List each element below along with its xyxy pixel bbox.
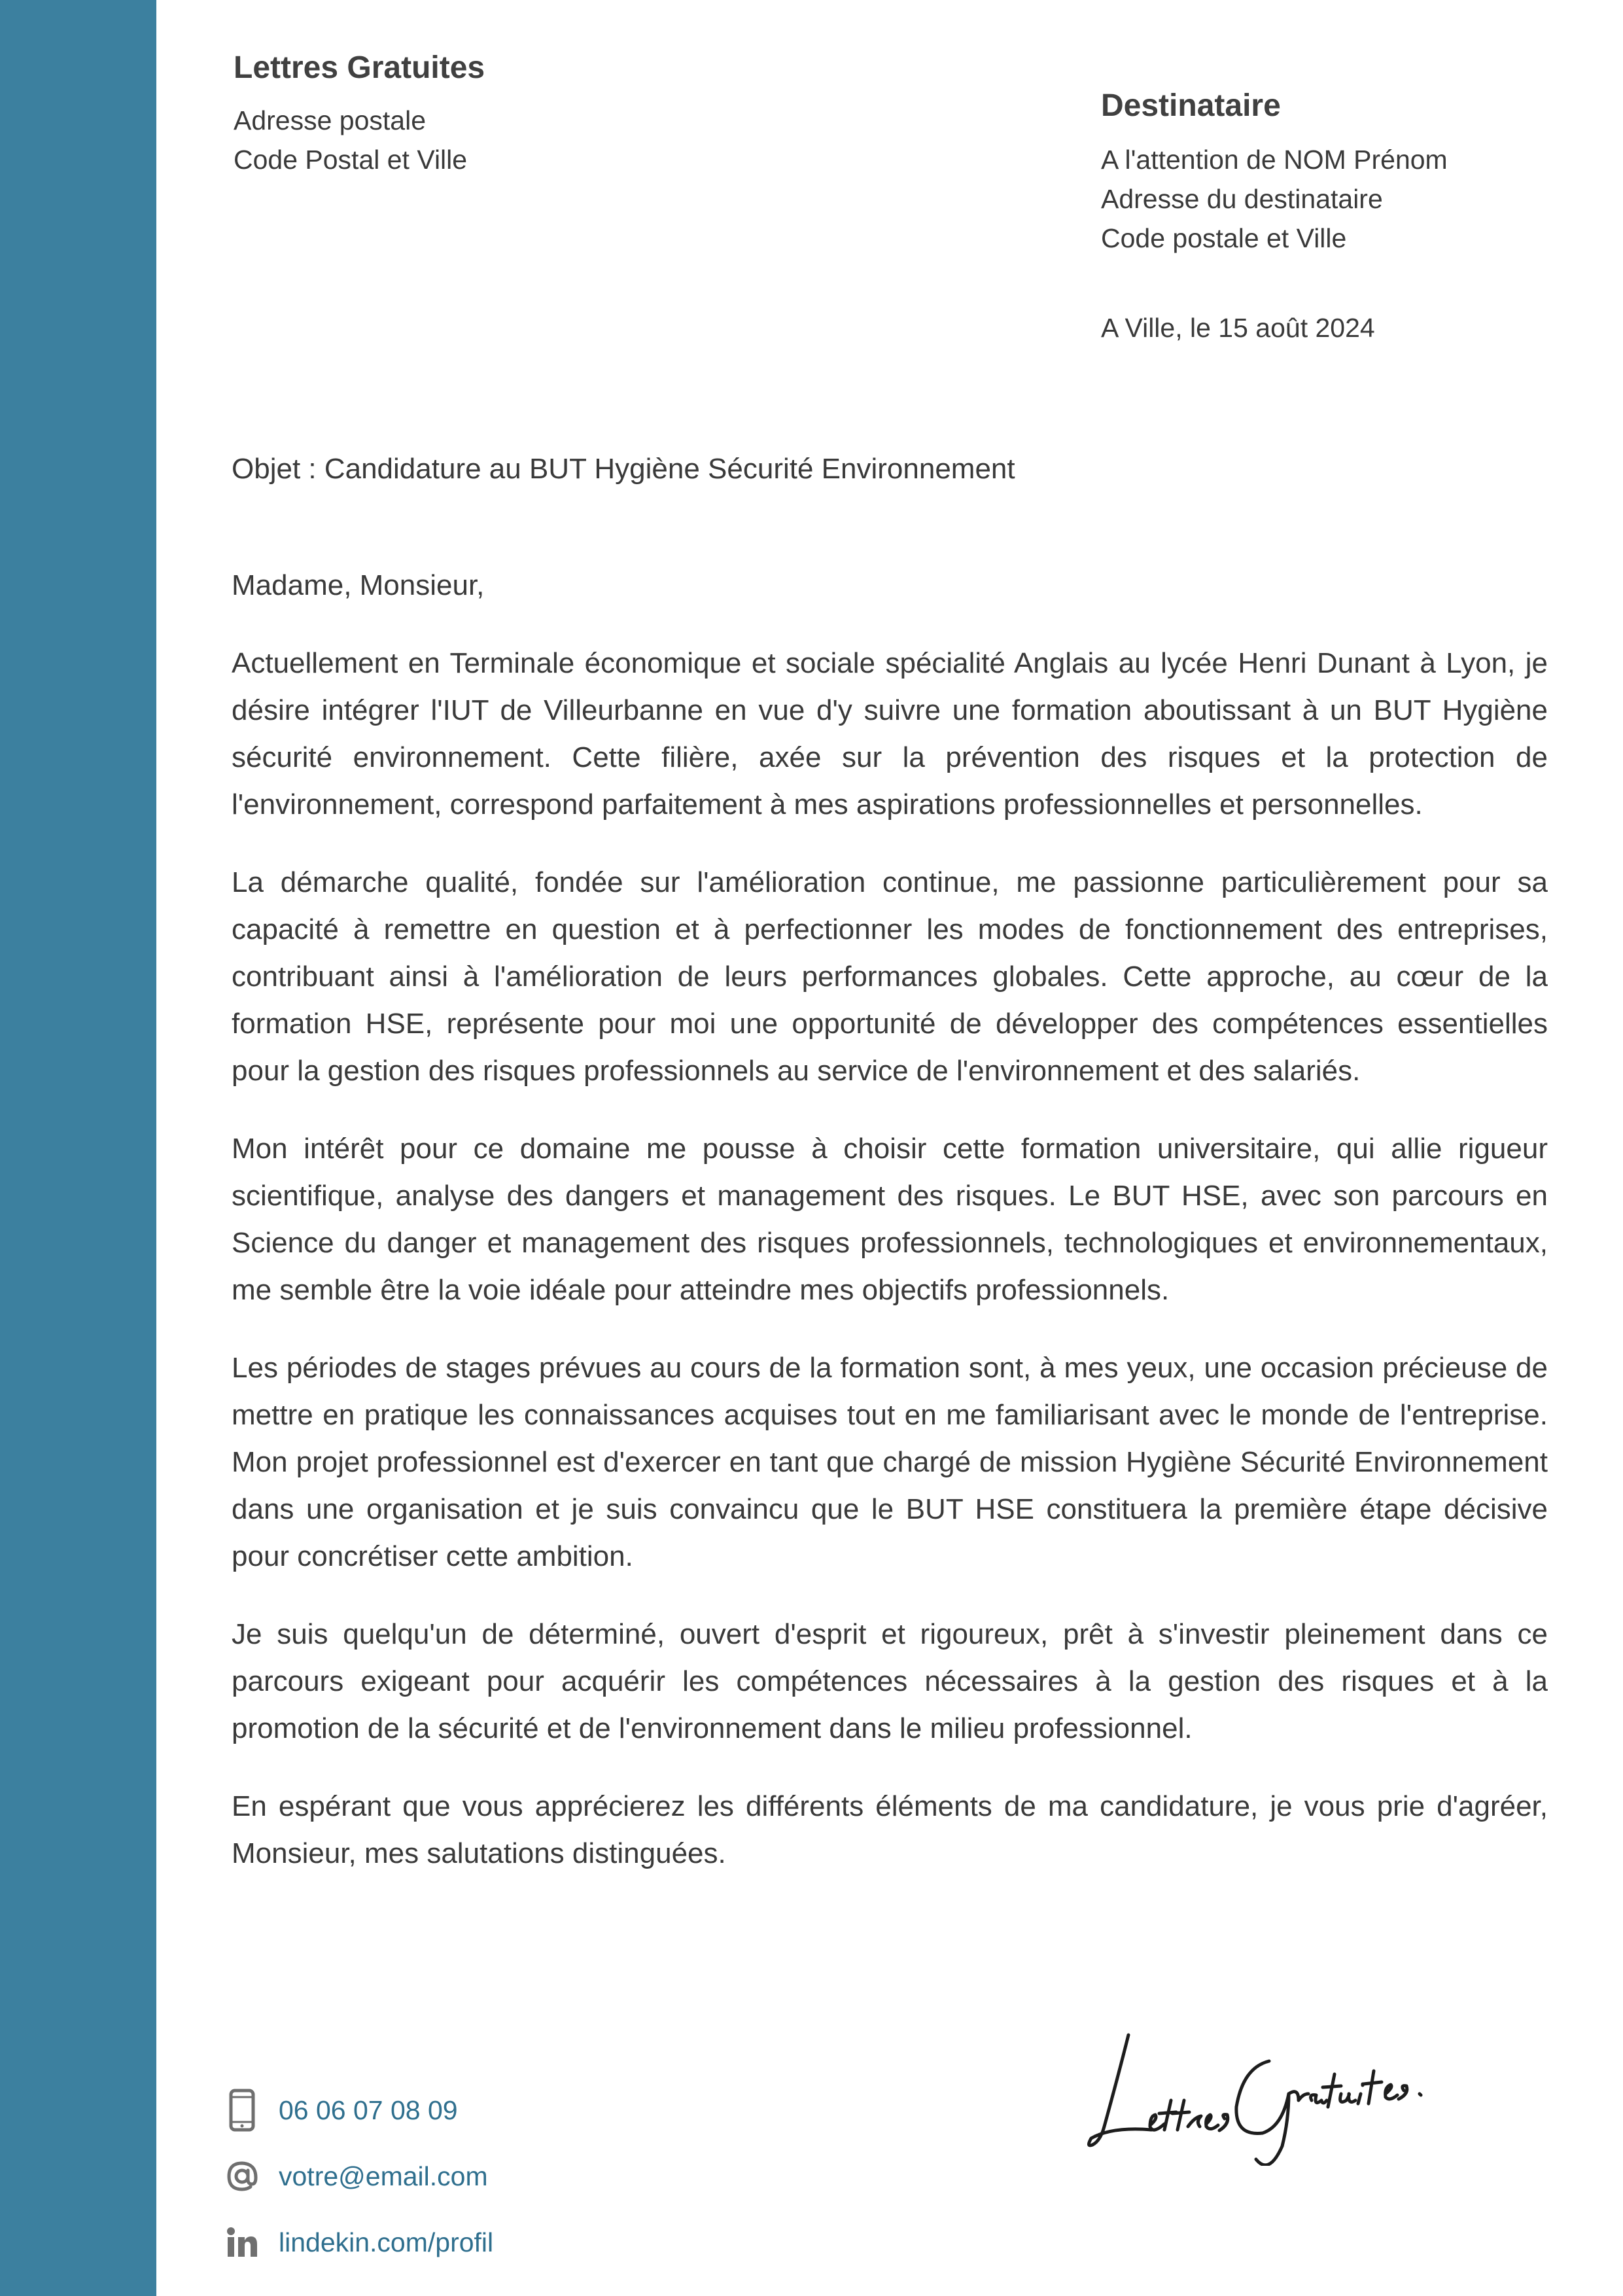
handwritten-signature <box>1073 1996 1478 2166</box>
recipient-block <box>1101 84 1598 258</box>
recipient-attention: A l'attention de NOM Prénom <box>1101 145 1448 175</box>
sender-address: Adresse postale <box>234 105 427 135</box>
sender-name: Lettres Gratuites <box>234 50 485 85</box>
salutation: Madame, Monsieur, <box>232 569 485 601</box>
recipient-title: Destinataire <box>1101 88 1281 123</box>
contact-email <box>226 2150 493 2202</box>
paragraph: Les périodes de stages prévues au cours de la formation sont, à mes yeux, une occasion précieuse de mettre en pratique les connaissances acquises tout en me familiarisant avec le monde de l'entreprise. Mon projet professionnel est d'exercer en tant que chargé de mission Hygiène Sécurité Environnement dans une organisation et je suis convaincu que le BUT HSE constituera la première étape décisive pour concrétiser cette ambition. <box>232 1352 1548 1572</box>
email-link[interactable]: votre@email.com <box>279 2161 488 2191</box>
contact-linkedin <box>226 2216 493 2269</box>
linkedin-link[interactable]: lindekin.com/profil <box>279 2227 494 2257</box>
paragraph: Je suis quelqu'un de déterminé, ouvert d'esprit et rigoureux, prêt à s'investir pleinement dans ce parcours exigeant pour acquérir les compétences nécessaires à la gestion des risques et à la promotion de la sécurité et de l'environnement dans le milieu professionnel. <box>232 1618 1548 1744</box>
closing-paragraph: En espérant que vous apprécierez les différents éléments de ma candidature, je vous prie d'agréer, Monsieur, mes salutations distinguées. <box>232 1790 1548 1869</box>
contact-list <box>226 2084 493 2282</box>
at-sign-icon <box>226 2155 258 2197</box>
phone-icon <box>226 2089 258 2131</box>
linkedin-icon <box>226 2221 258 2263</box>
letter-subject: Objet : Candidature au BUT Hygiène Sécurité Environnement <box>232 453 1015 485</box>
recipient-address: Adresse du destinataire <box>1101 184 1383 214</box>
letter-body <box>232 562 1548 1908</box>
paragraph: La démarche qualité, fondée sur l'amélioration continue, me passionne particulièrement pour sa capacité à remettre en question et à perfectionner les modes de fonctionnement des entreprises, contribuant ainsi à l'amélioration de leurs performances globales. Cette approche, au cœur de la formation HSE, représente pour moi une opportunité de développer des compétences essentielles pour la gestion des risques professionnels au service de l'environnement et des salariés. <box>232 866 1548 1087</box>
paragraph: Mon intérêt pour ce domaine me pousse à choisir cette formation universitaire, qui allie rigueur scientifique, analyse des dangers et management des risques. Le BUT HSE, avec son parcours en Science du danger et management des risques professionnels, technologiques et environnementaux, me semble être la voie idéale pour atteindre mes objectifs professionnels. <box>232 1133 1548 1306</box>
phone-number[interactable]: 06 06 07 08 09 <box>279 2094 458 2125</box>
recipient-city: Code postale et Ville <box>1101 223 1347 253</box>
sidebar-accent <box>0 0 156 2296</box>
sender-city: Code Postal et Ville <box>234 145 468 175</box>
letter-date: A Ville, le 15 août 2024 <box>1101 313 1375 343</box>
paragraph: Actuellement en Terminale économique et sociale spécialité Anglais au lycée Henri Dunant à Lyon, je désire intégrer l'IUT de Villeurbanne en vue d'y suivre une formation aboutissant à un BUT Hygiène sécurité environnement. Cette filière, axée sur la prévention des risques et la protection de l'environnement, correspond parfaitement à mes aspirations professionnelles et personnelles. <box>232 647 1548 821</box>
sender-block <box>234 46 822 179</box>
contact-phone <box>226 2084 493 2136</box>
